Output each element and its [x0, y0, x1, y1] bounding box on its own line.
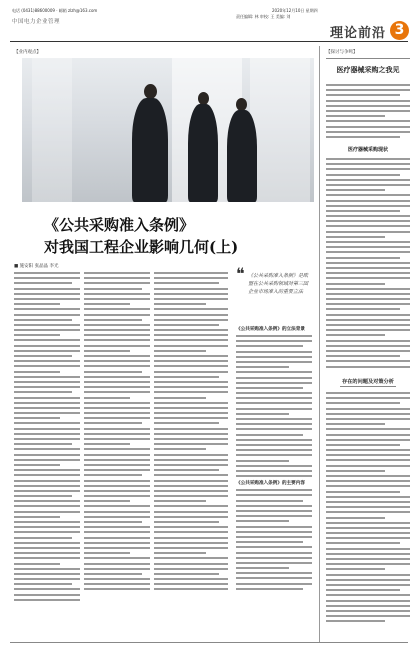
article-photo — [22, 58, 314, 202]
pull-quote: 《公共采购准入条例》是欧盟在公共采购领域对第三国企业市场准入的重要立法 — [248, 273, 309, 295]
body-column-1 — [14, 272, 80, 604]
header-contact: 电话 (0431)88600009 · 邮箱 zlzh@163.com — [12, 8, 98, 13]
header-rule — [10, 41, 408, 42]
sidebar-body-3 — [326, 392, 410, 625]
body-column-2 — [84, 272, 150, 594]
headline-line1: 《公共采购准入条例》 — [44, 216, 195, 234]
body-column-3 — [154, 272, 228, 594]
section-number-badge: 3 — [390, 21, 409, 40]
masthead: 中国电力企业管理 — [12, 19, 61, 25]
header-editor: 责任编辑: 林 审校: 王 美编: 刘 — [236, 14, 291, 19]
sidebar-body-2 — [326, 158, 410, 371]
quote-mark: ❝ — [236, 264, 245, 283]
footer-rule — [10, 642, 408, 643]
headline-line2: 对我国工程企业影响几何(上) — [44, 238, 239, 256]
sidebar-title: 医疗器械采购之我见 — [336, 66, 400, 74]
sidebar-tag: 【探讨与争鸣】 — [326, 50, 358, 55]
sidebar-body-1 — [326, 84, 410, 141]
sidebar-heading-rule — [340, 386, 396, 387]
section-title: 理论前沿 — [330, 26, 387, 41]
sidebar-heading-2: 存在的问题及对策分析 — [342, 379, 394, 385]
subhead-content: 《公共采购准入条例》的主要内容 — [236, 481, 305, 487]
sidebar-subtitle: 医疗器械采购现状 — [347, 147, 388, 153]
sidebar-rule — [326, 58, 410, 59]
body-column-4 — [236, 324, 312, 593]
column-divider — [319, 46, 320, 642]
header-date: 2020年12月10日 星期四 — [272, 8, 318, 13]
article-tag: 【业内观点】 — [14, 50, 41, 55]
article-byline: ■ 施安阳 张晶晶 李光 — [14, 264, 59, 269]
subhead-background: 《公共采购准入条例》的立法背景 — [236, 327, 305, 332]
